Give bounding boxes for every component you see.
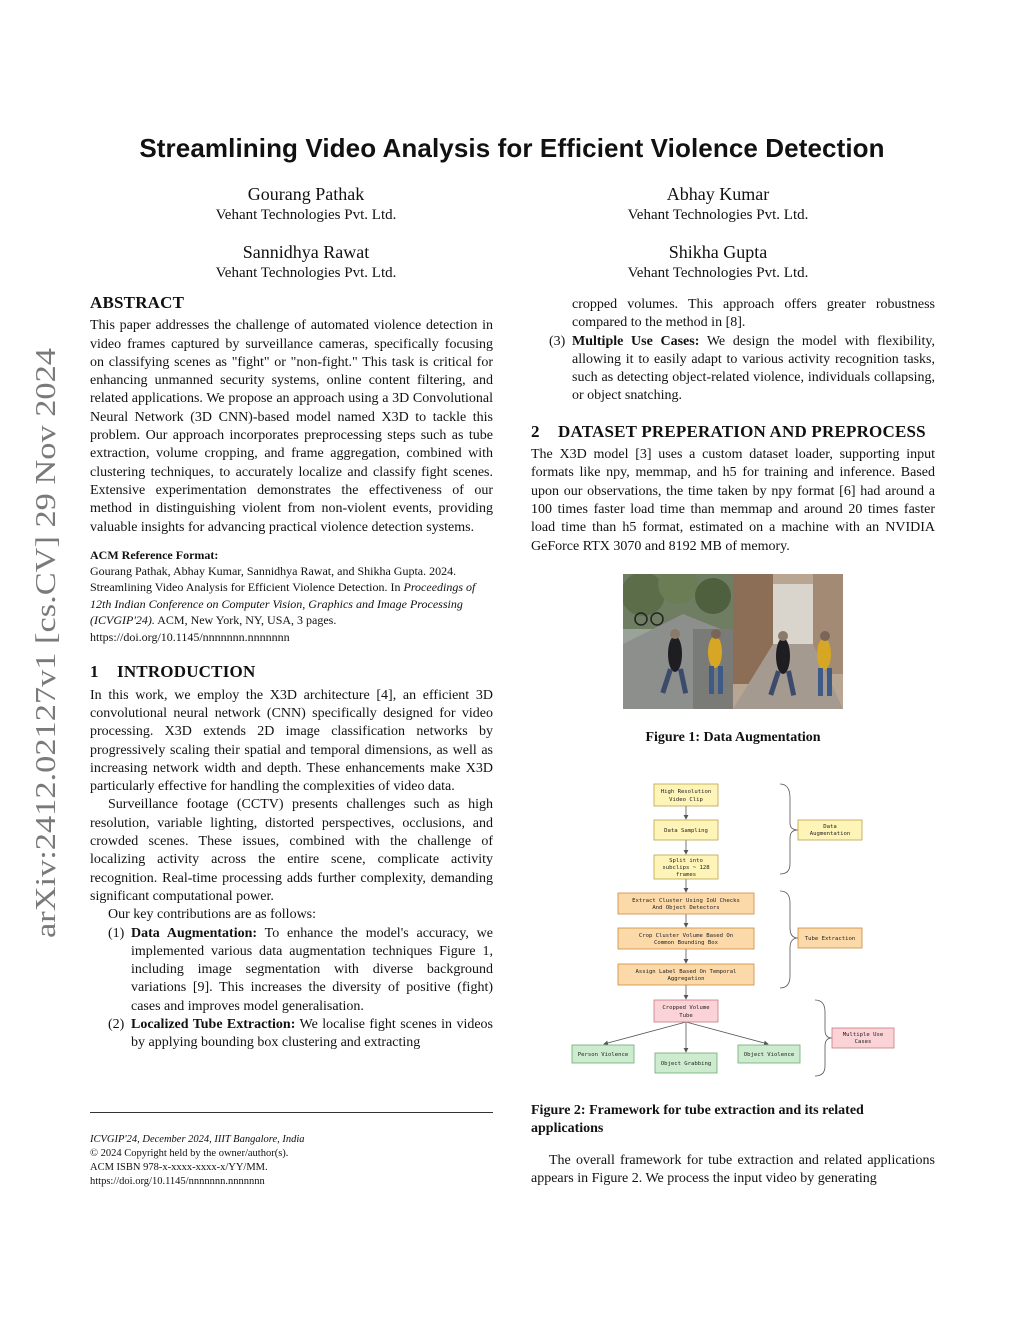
acm-ref-part1: Gourang Pathak, Abhay Kumar, Sannidhya Rawat, and Shikha Gupta. 2024. Streamlining Video Analysis for Efficient Violence Detection. In [90,563,457,595]
box-label: Crop Cluster Volume Based On [638,933,734,939]
box-label: Object Grabbing [660,1061,712,1067]
abstract-text: This paper addresses the challenge of automated violence detection in video frames captured by surveillance cameras, specifically focusing on classifying scenes as "fight" or "non-fight." This task is critical for enhancing unmanned security systems, online content filtering, and related applications. We propose an approach using a 3D Convolutional Neural Network (3D CNN)-based model named X3D to tackle this problem. Our approach incorporates preprocessing steps such as tube extraction, volume cropping, and frame aggregation, combined with clustering techniques, to accurately localize and classify fight scenes. Extensive experimentation demonstrates the effectiveness of our method in distinguishing violent from non-violent events, providing valuable insights for advancing practical violence detection systems. [90,318,493,535]
contribution-item [531,296,935,333]
dataset-heading [531,423,935,441]
flow-box-object-violence [738,1045,800,1063]
author-name: Shikha Gupta [668,242,768,262]
box-label: Tube Extraction [804,936,856,942]
box-label: Extract Cluster Using IoU Checks [632,898,740,904]
author-name: Abhay Kumar [666,184,770,204]
box-label: Cropped Volume [662,1005,710,1011]
item-text: We design the model with flexibility, allowing it to easily adapt to various activity recognition tasks, such as detecting object-related violence, individuals collapsing, or object snatching. [572,333,935,404]
item-text: To enhance the model's accuracy, we implemented various data augmentation techniques Figure 1, including image segmentation with diverse background variations [9]. This increases the diversity of positive (fight) cases and improves model generalisation. [131,925,493,1014]
box-label: Assign Label Based On Temporal [635,969,737,975]
flow-box-data-augmentation [798,820,862,840]
flow-box-split [654,855,718,879]
footnote-copyright: © 2024 Copyright held by the owner/author(s). [90,1148,289,1159]
item-text: We localise fight scenes in videos by applying bounding box clustering and extracting [131,1017,493,1051]
left-column [90,294,493,1053]
acm-ref-venue: Proceedings of 12th Indian Conference on Computer Vision, Graphics and Image Processing (ICVGIP'24). [90,580,476,628]
intro-heading [90,663,493,681]
item-title: Localized Tube Extraction: [131,1017,296,1032]
acm-ref-text [90,563,493,646]
author-block [568,183,868,225]
footnote-venue: ICVGIP'24, December 2024, IIIT Bangalore, India [90,1134,305,1145]
intro-paragraph: Surveillance footage (CCTV) presents challenges such as high resolution, variable lighting, distorted perspectives, occlusions, and crowded scenes. These issues, combined with the challenge of localizing activity across the entire scene, complicate activity recognition. Real-time processing adds further complexity, demanding significant computational power. [90,797,493,904]
item-title: Data Augmentation: [131,925,258,941]
section-number: 1 [90,662,99,682]
section-title: DATASET PREPERATION AND PREPROCESS [558,421,926,441]
item-number: (2) [108,1017,125,1032]
section-number: 2 [531,421,540,441]
item-number: (1) [108,925,125,941]
footnote-isbn: ACM ISBN 978-x-xxxx-xxxx-x/YY/MM. [90,1162,268,1173]
author-block [568,241,868,283]
arxiv-stamp [0,346,92,938]
intro-paragraph: Our key contributions are as follows: [108,907,317,923]
intro-paragraph: In this work, we employ the X3D architecture [4], an efficient 3D convolutional neural network (CNN) specifically designed for video processing. X3D extends 2D image classification networks by progressively scaling their spatial and temporal dimensions, as well as increasing network width and depth. These enhancements make X3D particularly effective for handling the complexities of video data. [90,687,493,795]
flow-box-object-grabbing [655,1053,717,1073]
closing-paragraph: The overall framework for tube extraction and related applications appears in Figure 2. We process the input video by generating [531,1153,935,1187]
paper-title: Streamlining Video Analysis for Efficient Violence Detection [139,133,885,163]
box-label: Aggregation [667,976,705,982]
abstract-heading: ABSTRACT [90,293,185,312]
acm-ref-heading: ACM Reference Format: [90,547,219,562]
flow-box-extract-cluster [618,893,754,914]
footnote-doi: https://doi.org/10.1145/nnnnnnn.nnnnnnn [90,1176,265,1187]
item-text: cropped volumes. This approach offers greater robustness compared to the method in [8]. [572,297,935,331]
flow-box-high-res [654,784,718,806]
flow-box-data-sampling [654,820,718,840]
box-label: Object Violence [743,1052,795,1058]
author-block [156,241,456,283]
box-label: And Object Detectors [652,905,720,911]
contribution-list [90,925,493,1053]
contribution-item [90,1016,493,1053]
figure1-image [623,574,843,709]
flow-box-tube-extraction [798,928,862,948]
footnote-rule [90,1112,493,1113]
figure1-caption: Figure 1: Data Augmentation [645,730,821,745]
author-affiliation: Vehant Technologies Pvt. Ltd. [215,207,397,223]
section-title: INTRODUCTION [117,662,256,682]
box-label: subclips ~ 128 [662,865,710,871]
contribution-item [531,333,935,406]
flow-box-multiple-use [832,1028,894,1048]
flow-box-person-violence [572,1045,634,1063]
flow-box-assign-label [618,964,754,985]
figure2-caption: Figure 2: Framework for tube extraction and its related applications [531,1103,864,1136]
box-label: Multiple Use [842,1032,884,1038]
author-block [156,183,456,225]
author-affiliation: Vehant Technologies Pvt. Ltd. [627,207,809,223]
box-label: Data [823,824,837,830]
box-label: Cases [854,1039,872,1045]
acm-ref-part2: ACM, New York, NY, USA, 3 pages. https://doi.org/10.1145/nnnnnnn.nnnnnnn [90,613,337,644]
box-label: frames [675,872,697,878]
item-number: (3) [549,333,566,349]
contribution-list-continued [531,296,935,406]
author-affiliation: Vehant Technologies Pvt. Ltd. [215,265,397,281]
box-label: Split into [669,858,703,864]
item-title: Multiple Use Cases: [572,333,700,349]
box-label: Video Clip [669,797,703,803]
box-label: Augmentation [809,831,851,837]
box-label: Data Sampling [664,828,708,834]
author-affiliation: Vehant Technologies Pvt. Ltd. [627,265,809,281]
box-label: High Resolution [660,789,712,795]
figure2-flowchart [566,778,906,1078]
dataset-paragraph: The X3D model [3] uses a custom dataset loader, supporting input formats like npy, memmap, and h5 for training and inference. Based upon our observations, the time taken by npy format [6] had around a 100 times faster load time than memmap and around 20 times faster load time than h5 format, estimated on a machine with an NVIDIA GeForce RTX 3070 and 8192 MB of memory. [531,447,935,554]
footnote [90,1133,493,1189]
box-label: Person Violence [577,1052,629,1058]
flow-box-crop-cluster [618,928,754,949]
author-name: Sannidhya Rawat [242,242,370,262]
flow-box-cropped-tube [654,1000,718,1022]
author-name: Gourang Pathak [247,184,365,204]
box-label: Common Bounding Box [654,940,718,946]
contribution-item [90,925,493,1016]
arxiv-id: arXiv:2412.02127v1 [cs.CV] 29 Nov 2024 [31,457,62,938]
box-label: Tube [679,1013,693,1019]
